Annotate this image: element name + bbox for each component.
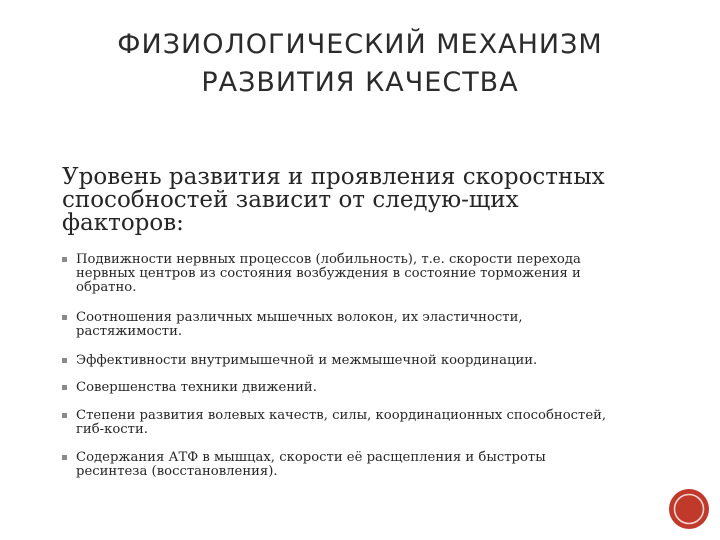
intro-line-3: факторов:	[62, 210, 184, 236]
factor-line: ресинтеза (восстановления).	[76, 464, 278, 479]
factor-item	[62, 451, 672, 479]
bullet-square-icon	[62, 257, 67, 262]
factor-line: нервных центров из состояния возбуждения в состояние торможения и	[76, 266, 581, 281]
bullet-square-icon	[62, 413, 67, 418]
bullet-square-icon	[62, 315, 67, 320]
factor-line: гиб-кости.	[76, 422, 148, 437]
factor-line: Эффективности внутримышечной и межмышечной координации.	[76, 353, 538, 368]
intro-line-1: Уровень развития и проявления скоростных	[62, 164, 605, 190]
red-circle-badge-icon	[668, 488, 710, 530]
slide-title-line-2: РАЗВИТИЯ КАЧЕСТВА	[201, 67, 519, 98]
factor-item	[62, 253, 672, 295]
bullet-square-icon	[62, 385, 67, 390]
factor-line: Совершенства техники движений.	[76, 380, 317, 395]
factor-list	[62, 253, 672, 479]
intro-line-2: способностей зависит от следую-щих	[62, 187, 519, 213]
bullet-square-icon	[62, 455, 67, 460]
factor-item	[62, 381, 672, 395]
factor-line: Соотношения различных мышечных волокон, их эластичности,	[76, 310, 523, 325]
intro-text	[62, 166, 672, 235]
slide-title	[70, 26, 650, 102]
slide-title-line-1: ФИЗИОЛОГИЧЕСКИЙ МЕХАНИЗМ	[117, 29, 603, 60]
bullet-square-icon	[62, 358, 67, 363]
factor-item	[62, 409, 672, 437]
factor-line: растяжимости.	[76, 324, 183, 339]
factor-item	[62, 311, 672, 339]
factor-line: Степени развития волевых качеств, силы, координационных способностей,	[76, 408, 607, 423]
factor-line: обратно.	[76, 280, 137, 295]
factor-line: Содержания АТФ в мышцах, скорости её расщепления и быстроты	[76, 450, 546, 465]
factor-item	[62, 354, 672, 368]
factor-line: Подвижности нервных процессов (лобильность), т.е. скорости перехода	[76, 252, 581, 267]
